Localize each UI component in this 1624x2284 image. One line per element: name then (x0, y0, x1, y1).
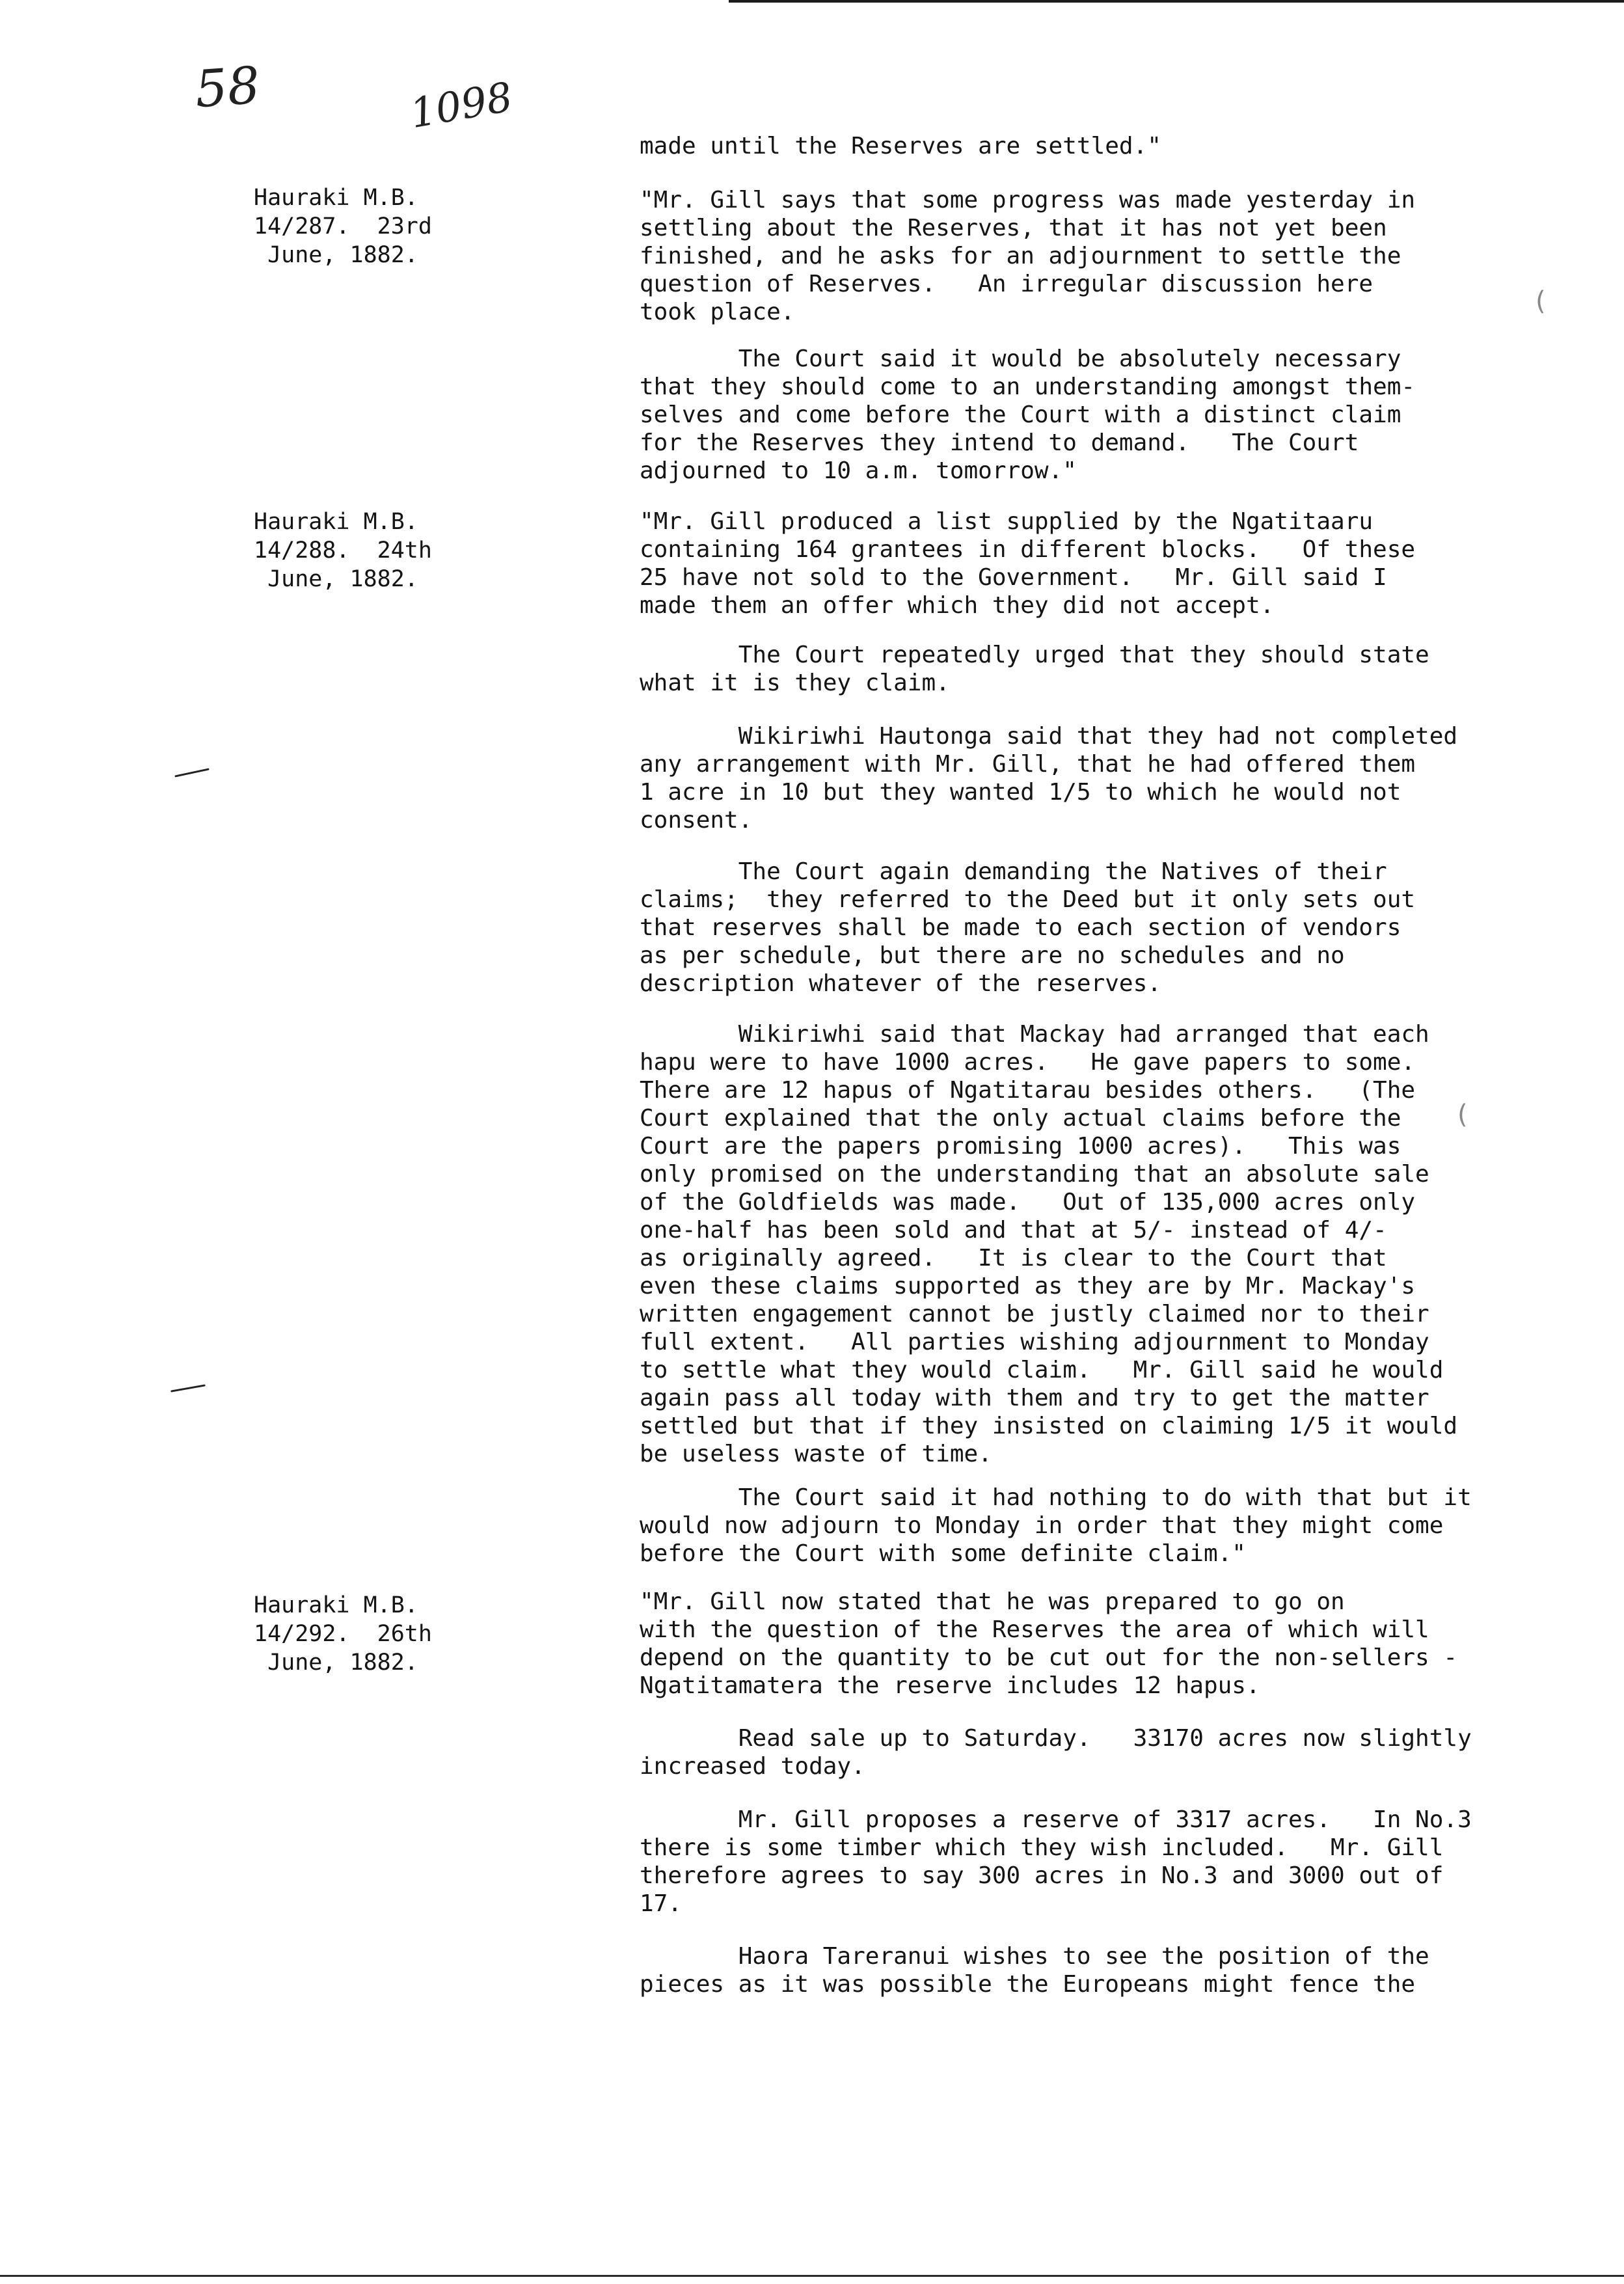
paragraph-8: Wikiriwhi said that Mackay had arranged that each hapu were to have 1000 acres. He gave papers to some. There are 12 hapus of Ngatitarau besides others. (The Court explained that the only actual claims before the Court are the papers promising 1000 acres). This was only promised on the understanding that an absolute sale of the Goldfields was made. Out of 135,000 acres only one-half has been sold and that at 5/- instead of 4/- as originally agreed. It is clear to the Court that even these claims supported as they are by Mr. Mackay's written engagement cannot be justly claimed nor to their full extent. All parties wishing adjournment to Monday to settle what they would claim. Mr. Gill said he would again pass all today with them and try to get the matter settled but that if they insisted on claiming 1/5 it would be useless waste of time. (640, 1021, 1458, 1467)
paragraph-12: Mr. Gill proposes a reserve of 3317 acres. In No.3 there is some timber which they wish included. Mr. Gill therefore agrees to say 300 acres in No.3 and 3000 out of 17. (640, 1806, 1472, 1917)
margin-reference-1: Hauraki M.B. 14/287. 23rd June, 1882. (254, 185, 432, 268)
paragraph-4: "Mr. Gill produced a list supplied by the Ngatitaaru containing 164 grantees in different blocks. Of these 25 have not sold to the Government. Mr. Gill said I made them an offer which they did not accept. (640, 508, 1416, 619)
top-edge-rule (729, 0, 1624, 3)
paragraph-9: The Court said it had nothing to do with that but it would now adjourn to Monday in order that they might come before the Court with some definite claim." (640, 1484, 1472, 1567)
margin-dash-mark (170, 1384, 206, 1392)
paragraph-2: "Mr. Gill says that some progress was made yesterday in settling about the Reserves, that it has not yet been finished, and he asks for an adjournment to settle the question of Reserves. An irregular discussion here took place. (640, 187, 1416, 325)
paragraph-10: "Mr. Gill now stated that he was prepared to go on with the question of the Reserves the area of which will depend on the quantity to be cut out for the non-sellers - Ngatitamatera the reserve includes 12 hapus. (640, 1588, 1458, 1699)
paragraph-11: Read sale up to Saturday. 33170 acres now slightly increased today. (640, 1725, 1472, 1780)
edge-scan-mark: ( (1536, 286, 1546, 316)
paragraph-6: Wikiriwhi Hautonga said that they had not completed any arrangement with Mr. Gill, that he had offered them 1 acre in 10 but they wanted 1/5 to which he would not consent. (640, 723, 1458, 834)
paragraph-13: Haora Tareranui wishes to see the position of the pieces as it was possible the Europeans might fence the (640, 1943, 1429, 1998)
handwritten-annotation-left: 58 (193, 56, 262, 120)
handwritten-annotation-center: 1098 (406, 72, 516, 138)
bottom-edge-rule (0, 2275, 1624, 2277)
paragraph-1: made until the Reserves are settled." (640, 133, 1161, 159)
paragraph-3: The Court said it would be absolutely necessary that they should come to an understanding amongst them- selves and come before the Court with a distinct claim for the Reserves they intend to demand. The Court adjourned to 10 a.m. tomorrow." (640, 346, 1416, 484)
margin-dash-mark (174, 768, 209, 777)
paragraph-7: The Court again demanding the Natives of their claims; they referred to the Deed but it only sets out that reserves shall be made to each section of vendors as per schedule, but there are no schedules and no description whatever of the reserves. (640, 858, 1416, 997)
margin-reference-3: Hauraki M.B. 14/292. 26th June, 1882. (254, 1592, 432, 1676)
margin-reference-2: Hauraki M.B. 14/288. 24th June, 1882. (254, 509, 432, 592)
paragraph-5: The Court repeatedly urged that they should state what it is they claim. (640, 642, 1429, 696)
edge-scan-mark: ( (1457, 1100, 1468, 1130)
